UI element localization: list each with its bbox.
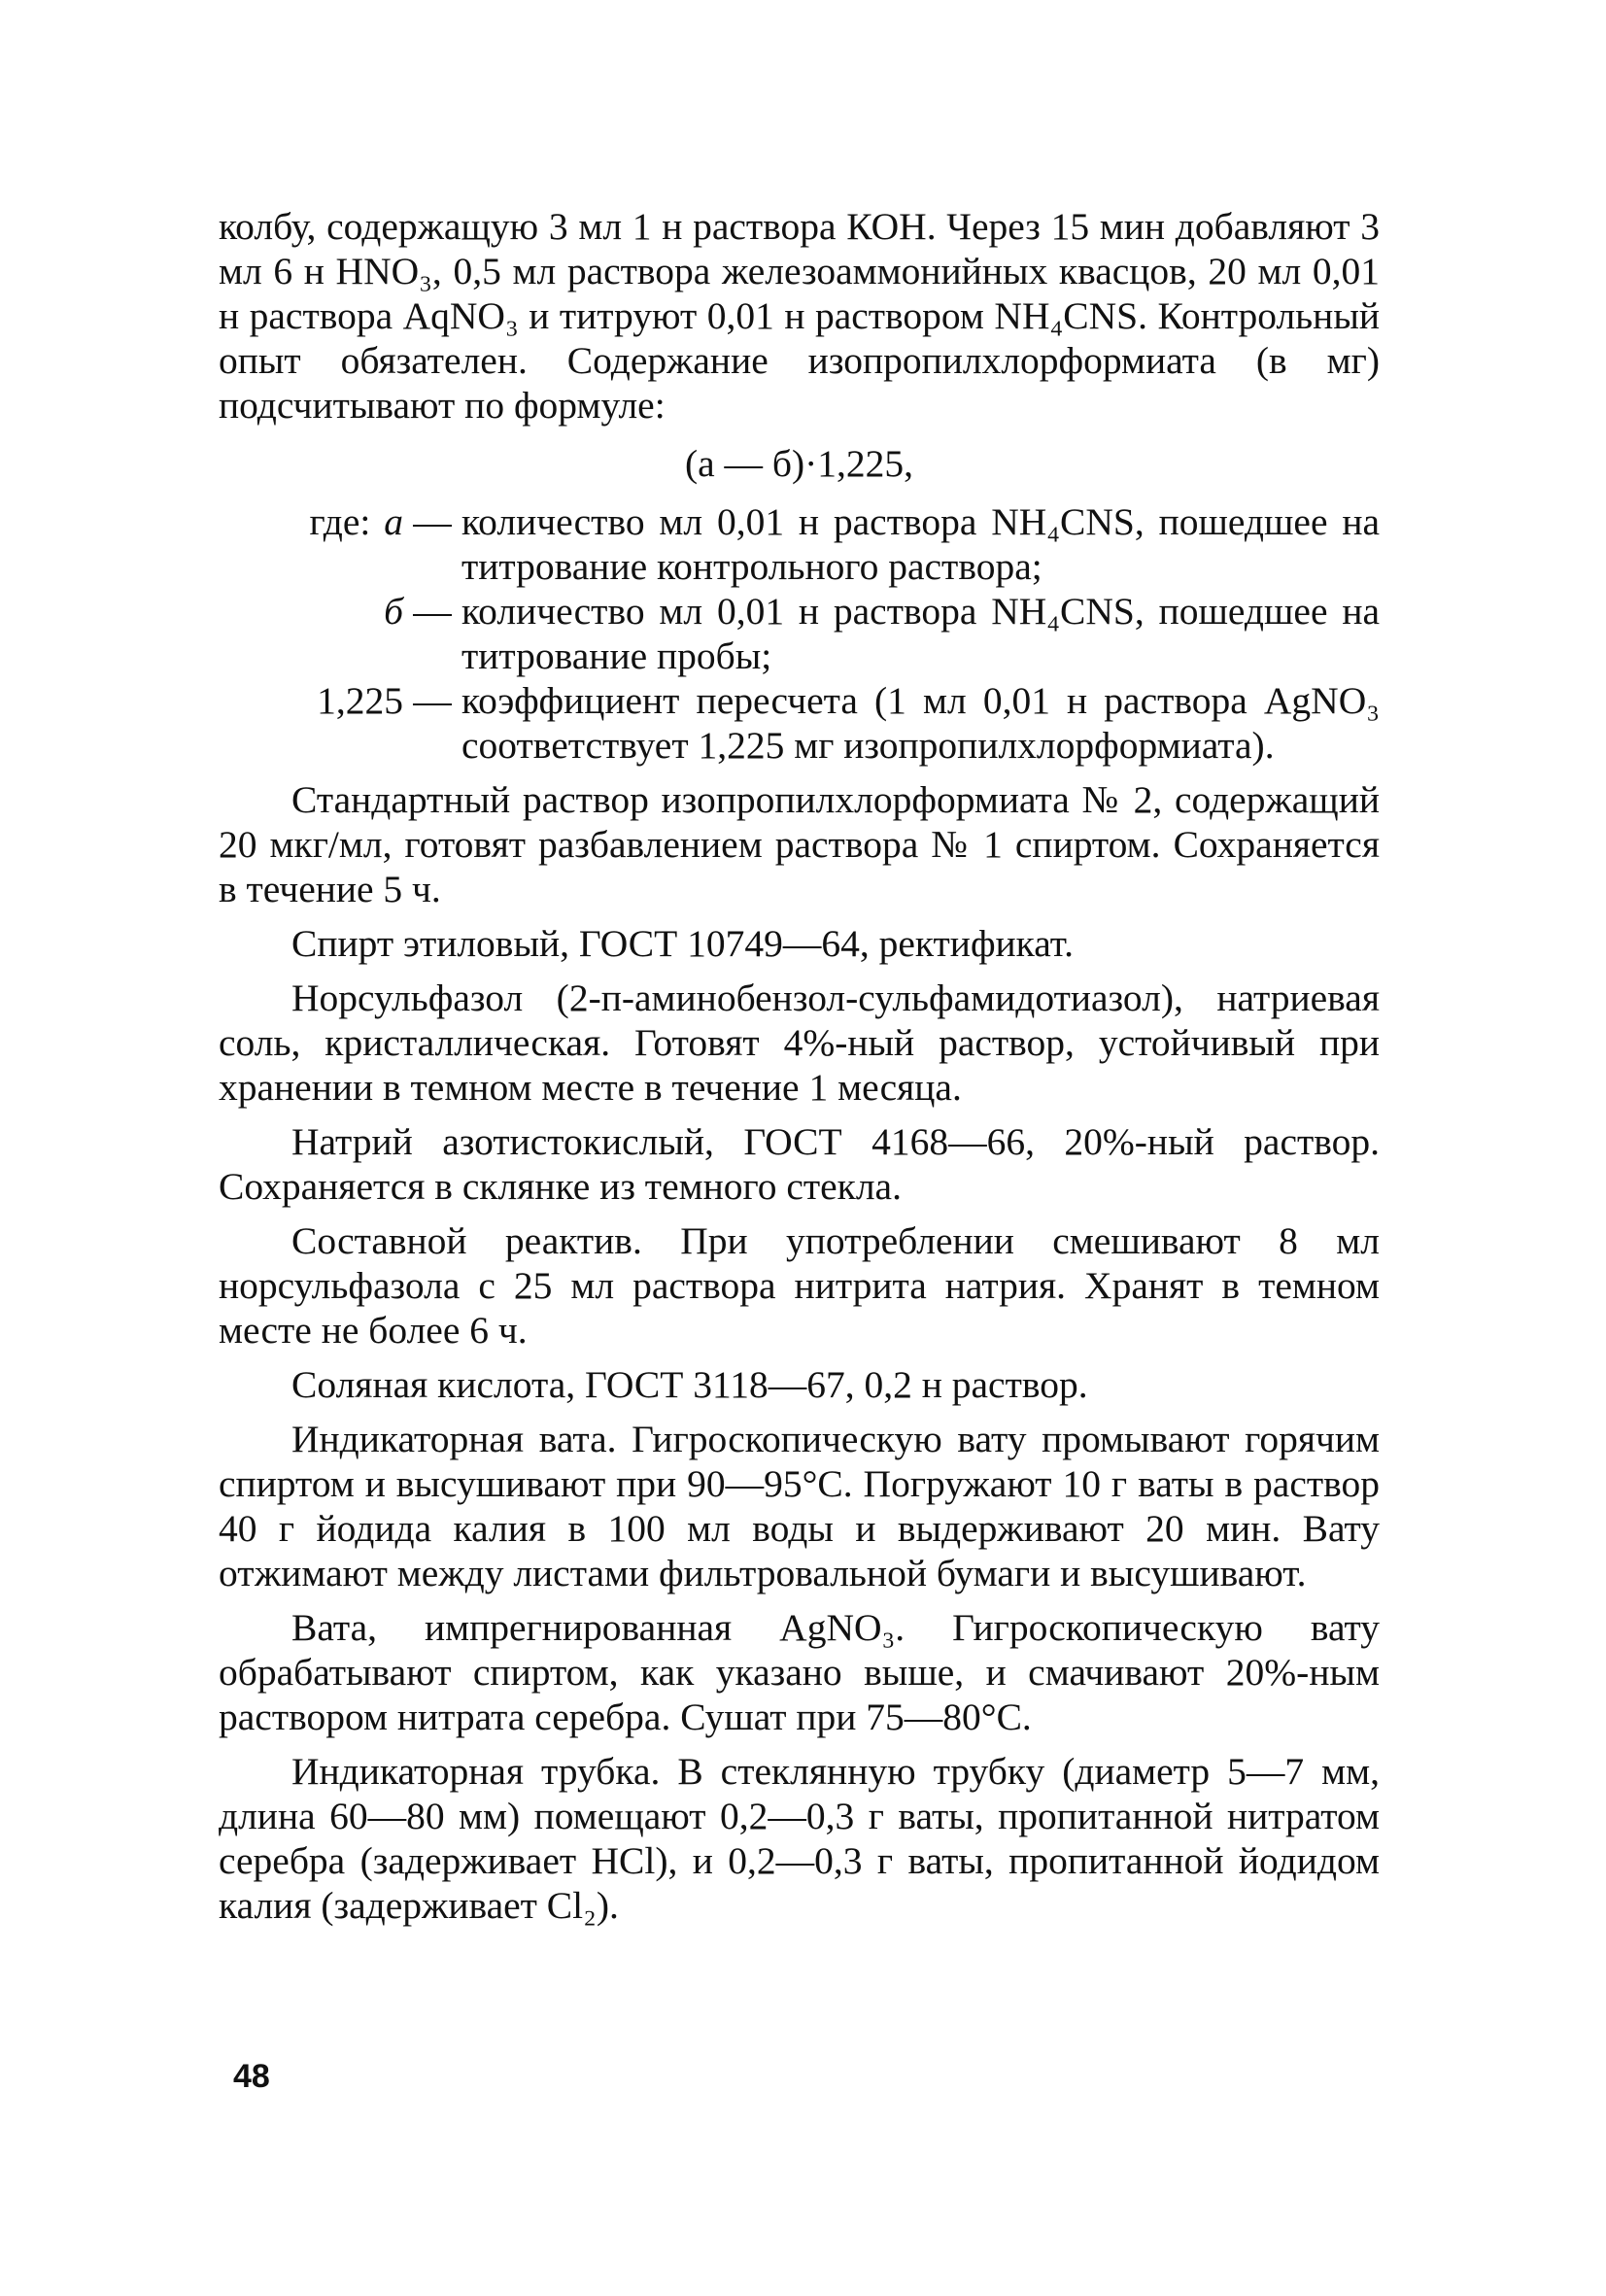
definition-text-coefficient: коэффициент пересчета (1 мл 0,01 н раствора AgNO₃ соответствует 1,225 мг изопропилхлорформиата). [461,679,1380,767]
definition-b [219,589,1380,678]
page-body [219,204,1380,1928]
paragraph-indicator-tube: Индикаторная трубка. В стеклянную трубку (диаметр 5—7 мм, длина 60—80 мм) помещают 0,2—0,3 г ваты, пропитанной нитратом серебра (задерживает HCl), и 0,2—0,3 г ваты, пропитанной йодидом калия (задерживает Cl₂). [219,1750,1380,1927]
paragraph-ethanol: Спирт этиловый, ГОСТ 10749—64, ректификат. [291,922,1074,965]
definitions-list [219,499,1380,768]
definitions-intro: где: [309,500,371,543]
paragraph-impregnated-cotton: Вата, импрегнированная AgNO₃. Гигроскопическую вату обрабатывают спиртом, как указано выше, и смачивают 20%-ным раствором нитрата серебра. Сушат при 75—80°С. [219,1606,1380,1738]
definition-coefficient [219,678,1380,768]
formula: (а — б)·1,225, [684,442,914,485]
definition-term-coefficient: 1,225 [317,679,403,722]
paragraph-indicator-cotton: Индикаторная вата. Гигроскопическую вату промывают горячим спиртом и высушивают при 90—95°С. Погружают 10 г ваты в раствор 40 г йодида калия в 100 мл воды и выдерживают 20 мин. Вату отжимают между листами фильтровальной бумаги и высушивают. [219,1418,1380,1594]
definition-text-a: количество мл 0,01 н раствора NH₄CNS, пошедшее на титрование контрольного раствора; [461,500,1380,588]
paragraph-continuation: колбу, содержащую 3 мл 1 н раствора КОН. Через 15 мин добавляют 3 мл 6 н HNO₃, 0,5 мл раствора железоаммонийных квасцов, 20 мл 0,01 н раствора AqNO₃ и титруют 0,01 н раствором NH₄CNS. Контрольный опыт обязателен. Содержание изопропилхлорформиата (в мг) подсчитывают по формуле: [219,205,1380,427]
definition-text-b: количество мл 0,01 н раствора NH₄CNS, пошедшее на титрование пробы; [461,590,1380,677]
definition-dash: — [413,590,452,633]
definition-term-b: б [384,590,403,633]
paragraph-sodium-nitrite: Натрий азотистокислый, ГОСТ 4168—66, 20%-ный раствор. Сохраняется в склянке из темного стекла. [219,1120,1380,1208]
definition-term-a: а [384,500,403,543]
definition-dash: — [413,500,452,543]
paragraph-standard-solution: Стандартный раствор изопропилхлорформиата № 2, содержащий 20 мкг/мл, готовят разбавлением раствора № 1 спиртом. Сохраняется в течение 5 ч. [219,778,1380,910]
definition-dash: — [413,679,452,722]
paragraph-hydrochloric-acid: Соляная кислота, ГОСТ 3118—67, 0,2 н раствор. [291,1363,1088,1406]
page-number: 48 [233,2058,270,2095]
paragraph-norsulfazol: Норсульфазол (2-п-аминобензол-сульфамидотиазол), натриевая соль, кристаллическая. Готовят 4%-ный раствор, устойчивый при хранении в темном месте в течение 1 месяца. [219,977,1380,1109]
paragraph-composite-reagent: Составной реактив. При употреблении смешивают 8 мл норсульфазола с 25 мл раствора нитрита натрия. Хранят в темном месте не более 6 ч. [219,1219,1380,1352]
definition-a [219,499,1380,589]
